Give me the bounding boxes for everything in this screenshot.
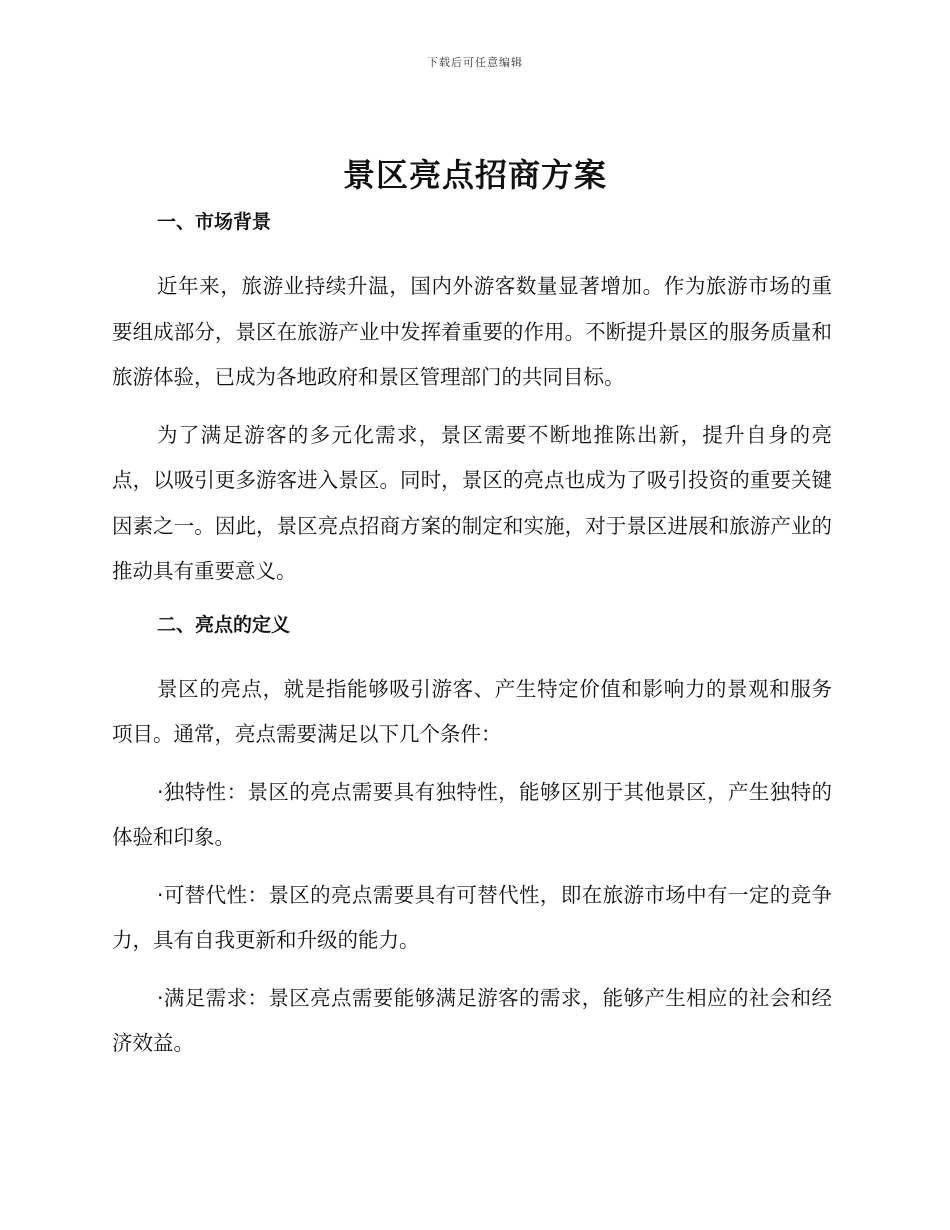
bullet-item-uniqueness: ·独特性：景区的亮点需要具有独特性，能够区别于其他景区，产生独特的体验和印象。: [112, 779, 832, 849]
bullet-item-meet-demand: ·满足需求：景区亮点需要能够满足游客的需求，能够产生相应的社会和经济效益。: [112, 985, 832, 1055]
section-heading-market-background: 一、市场背景: [157, 211, 272, 233]
header-note: 下载后可任意编辑: [427, 56, 523, 69]
document-body: [112, 206, 832, 1067]
paragraph: 景区的亮点，就是指能够吸引游客、产生特定价值和影响力的景观和服务项目。通常，亮点需要满足以下几个条件：: [112, 676, 832, 746]
paragraph: 近年来，旅游业持续升温，国内外游客数量显著增加。作为旅游市场的重要组成部分，景区在旅游产业中发挥着重要的作用。不断提升景区的服务质量和旅游体验，已成为各地政府和景区管理部门的共同目标。: [112, 274, 832, 389]
bullet-item-replaceability: ·可替代性：景区的亮点需要具有可替代性，即在旅游市场中有一定的竞争力，具有自我更新和升级的能力。: [112, 882, 832, 952]
section-heading-highlight-definition: 二、亮点的定义: [157, 613, 291, 636]
paragraph: 为了满足游客的多元化需求，景区需要不断地推陈出新，提升自身的亮点，以吸引更多游客进入景区。同时，景区的亮点也成为了吸引投资的重要关键因素之一。因此，景区亮点招商方案的制定和实施，对于景区进展和旅游产业的推动具有重要意义。: [112, 422, 832, 583]
document-title: 景区亮点招商方案: [342, 156, 607, 194]
